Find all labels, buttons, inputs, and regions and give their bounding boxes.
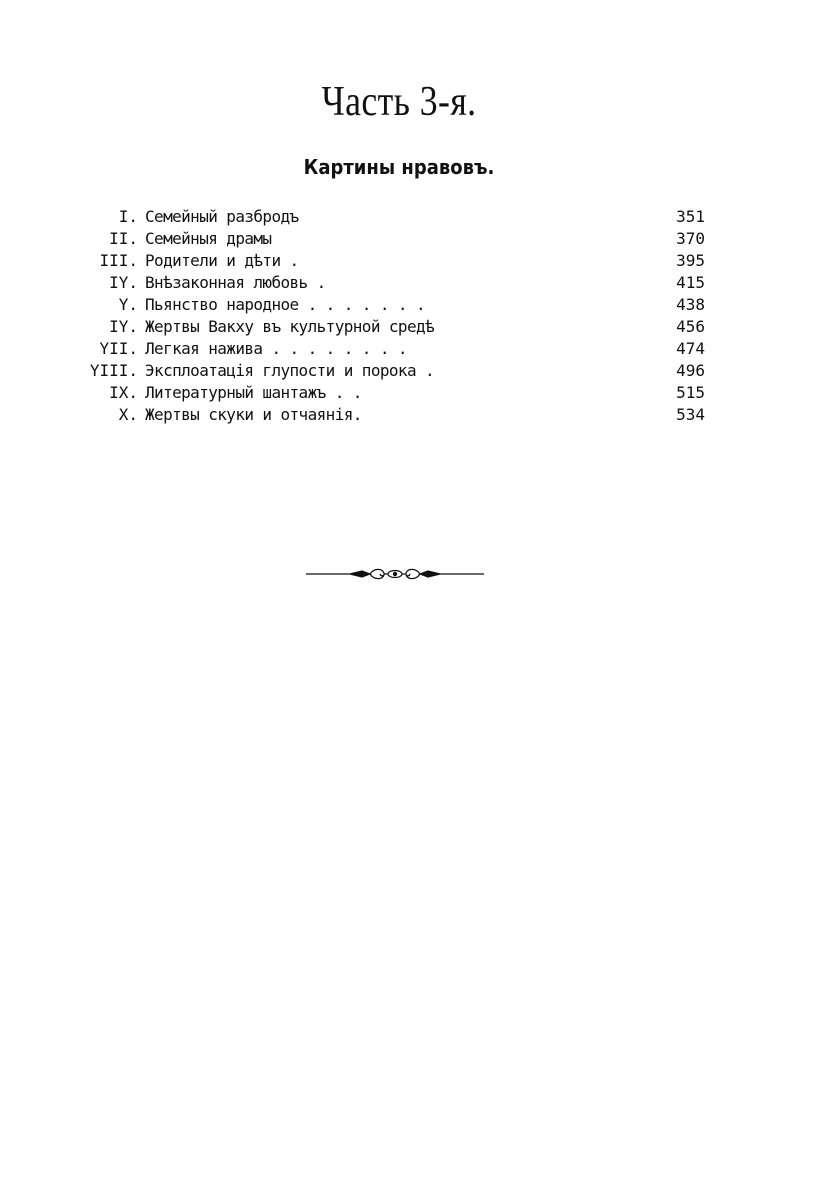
chapter-title: Семейный разбродъ [145,207,299,226]
page-number: 474 [676,339,705,358]
page-number: 534 [676,405,705,424]
page-number: 515 [676,383,705,402]
page-number: 438 [676,295,705,314]
toc-entry-3 [0,250,840,272]
chapter-title: Пьянство народное . . . . . . . [145,295,426,314]
toc-entry-7 [0,338,840,360]
toc-entry-1 [0,206,840,228]
chapter-title: Жертвы Вакху въ культурной средѣ [145,317,435,336]
table-of-contents [0,206,840,426]
decorative-ornament-divider [306,565,484,583]
chapter-title: Литературный шантажъ . . [145,383,362,402]
chapter-number: Y. [118,295,138,314]
toc-entry-6 [0,316,840,338]
page-number: 415 [676,273,705,292]
chapter-title: Эксплоатація глупости и порока . [145,361,435,380]
page-number: 351 [676,207,705,226]
chapter-number: IX. [109,383,138,402]
toc-entry-5 [0,294,840,316]
chapter-title: Легкая нажива . . . . . . . . [145,339,407,358]
section-title: Картины нравовъ. [303,155,495,179]
toc-entry-4 [0,272,840,294]
chapter-number: YIII. [89,361,138,380]
chapter-number: II. [109,229,138,248]
page-number: 370 [676,229,705,248]
page-number: 456 [676,317,705,336]
chapter-number: III. [99,251,138,270]
chapter-title: Родители и дѣти . [145,251,299,270]
chapter-number: IY. [109,273,138,292]
toc-entry-2 [0,228,840,250]
page-number: 395 [676,251,705,270]
part-title: Часть 3-я. [321,79,477,125]
page-number: 496 [676,361,705,380]
toc-entry-8 [0,360,840,382]
toc-entry-10 [0,404,840,426]
toc-entry-9 [0,382,840,404]
chapter-number: X. [118,405,138,424]
chapter-title: Семейныя драмы [145,229,272,248]
chapter-number: IY. [109,317,138,336]
chapter-title: Жертвы скуки и отчаянія. [145,405,362,424]
chapter-number: YII. [99,339,138,358]
chapter-number: I. [118,207,138,226]
chapter-title: Внѣзаконная любовь . [145,273,326,292]
